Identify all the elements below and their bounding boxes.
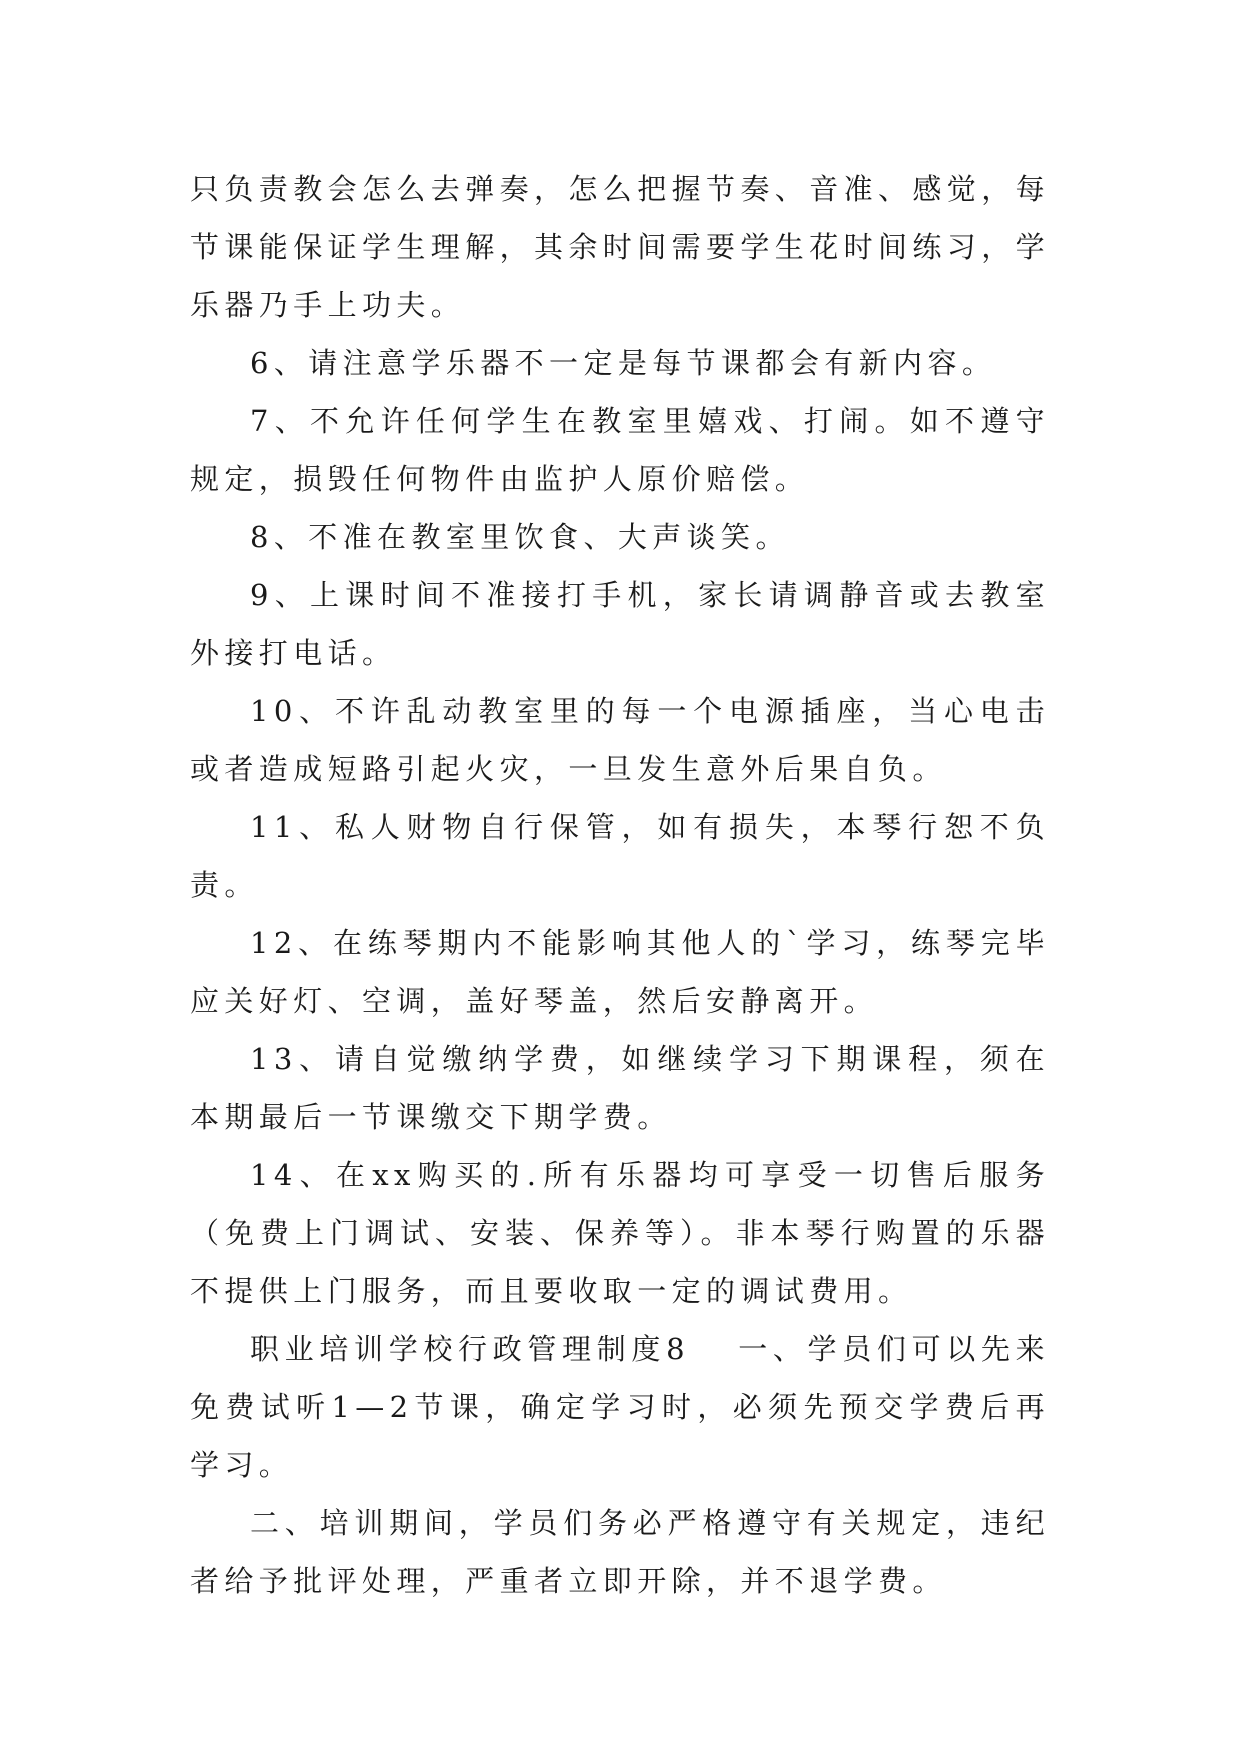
rule-14: 14、在xx购买的.所有乐器均可享受一切售后服务（免费上门调试、安装、保养等）。非本琴行购置的乐器不提供上门服务，而且要收取一定的调试费用。 [190, 1158, 1050, 1308]
document-body [190, 160, 1050, 1610]
section-item-2: 二、培训期间，学员们务必严格遵守有关规定，违纪者给予批评处理，严重者立即开除，并不退学费。 [190, 1506, 1050, 1598]
section-title: 职业培训学校行政管理制度8 [250, 1332, 690, 1366]
rule-13: 13、请自觉缴纳学费，如继续学习下期课程，须在本期最后一节课缴交下期学费。 [190, 1042, 1050, 1134]
rule-7: 7、不允许任何学生在教室里嬉戏、打闹。如不遵守规定，损毁任何物件由监护人原价赔偿。 [190, 404, 1050, 496]
rule-9: 9、上课时间不准接打手机，家长请调静音或去教室外接打电话。 [190, 578, 1050, 670]
rule-12: 12、在练琴期内不能影响其他人的`学习，练琴完毕应关好灯、空调，盖好琴盖，然后安静离开。 [190, 926, 1050, 1018]
rule-10: 10、不许乱动教室里的每一个电源插座，当心电击或者造成短路引起火灾，一旦发生意外后果自负。 [190, 694, 1050, 786]
paragraph-continuation: 只负责教会怎么去弹奏，怎么把握节奏、音准、感觉，每节课能保证学生理解，其余时间需要学生花时间练习，学乐器乃手上功夫。 [190, 172, 1051, 322]
rule-8: 8、不准在教室里饮食、大声谈笑。 [250, 520, 790, 554]
rule-6: 6、请注意学乐器不一定是每节课都会有新内容。 [250, 346, 997, 380]
section-paragraph [190, 1320, 1050, 1494]
section-first-item: 一、学员们可以先来免费试听1—2节课，确定学习时，必须先预交学费后再学习。 [190, 1332, 1050, 1482]
rule-11: 11、私人财物自行保管，如有损失，本琴行恕不负责。 [190, 810, 1050, 902]
